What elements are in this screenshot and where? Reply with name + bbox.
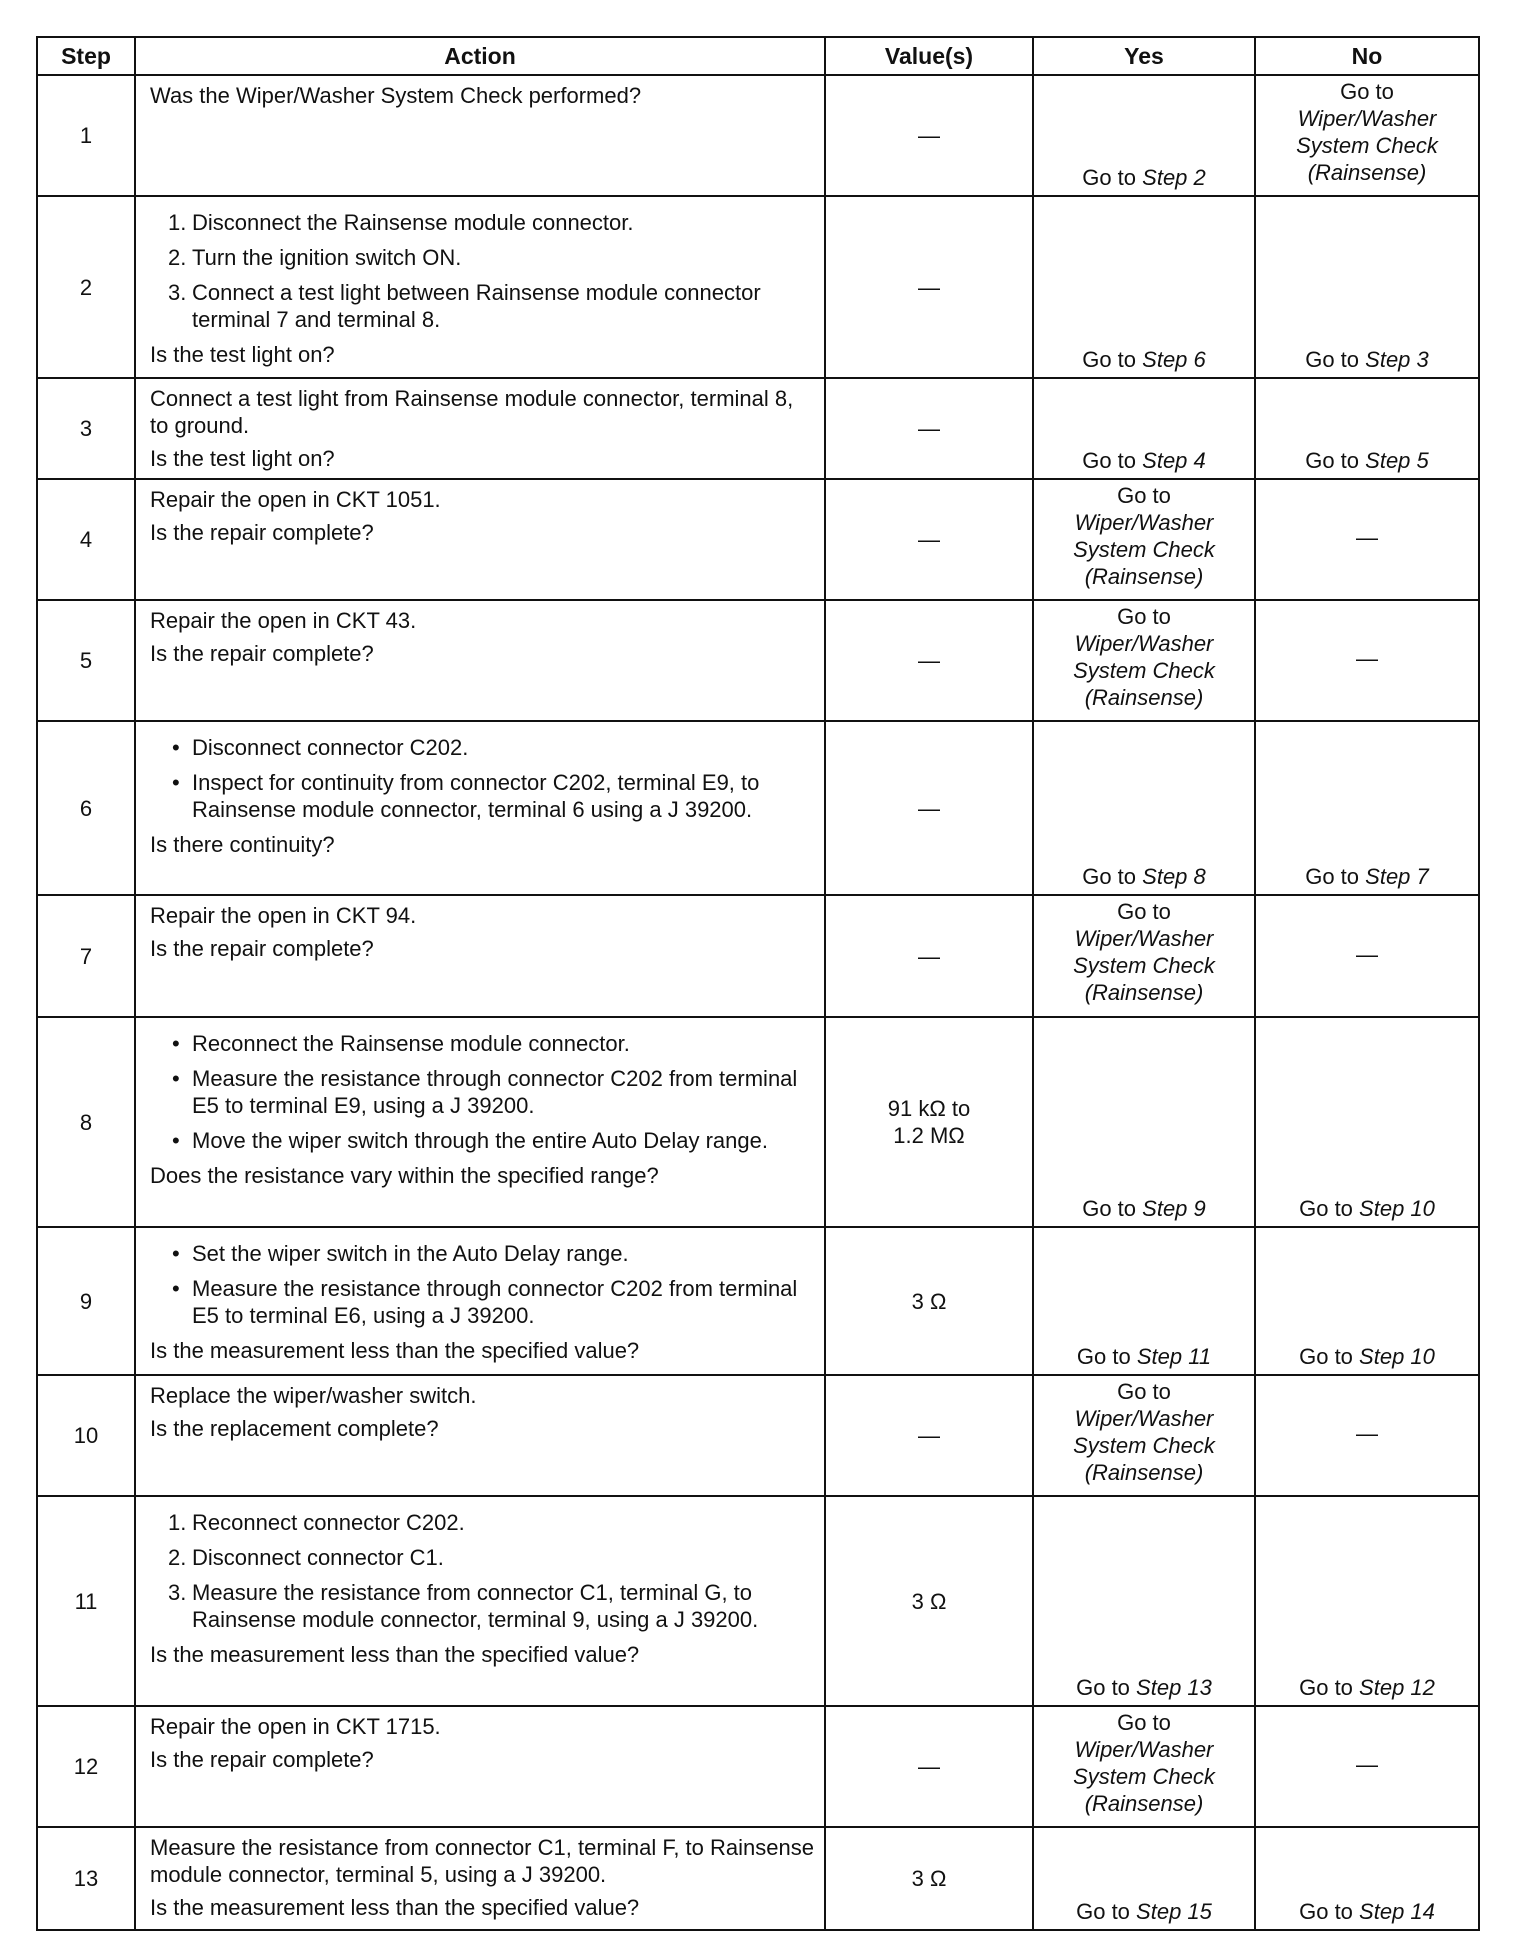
yes-cell: Go to Step 11 xyxy=(1033,1227,1255,1375)
action-cell xyxy=(135,1227,825,1375)
value-cell xyxy=(825,1017,1033,1227)
no-step-ref[interactable]: Step 12 xyxy=(1359,1675,1435,1700)
action-question: Is the test light on? xyxy=(150,342,335,367)
no-cell: — xyxy=(1255,895,1479,1017)
action-cell xyxy=(135,721,825,895)
yes-cell: Go to Step 2 xyxy=(1033,75,1255,196)
yes-step-ref[interactable]: Wiper/Washer System Check (Rainsense) xyxy=(1073,1406,1215,1485)
list-item: • Reconnect the Rainsense module connector. xyxy=(172,1031,630,1056)
yes-step-ref[interactable]: Step 15 xyxy=(1136,1899,1212,1924)
step-number: 6 xyxy=(37,721,135,895)
yes-step-ref[interactable]: Step 9 xyxy=(1142,1196,1206,1221)
no-cell: Go to Step 10 xyxy=(1255,1227,1479,1375)
yes-step-ref[interactable]: Step 13 xyxy=(1136,1675,1212,1700)
yes-step-ref[interactable]: Wiper/Washer System Check (Rainsense) xyxy=(1073,631,1215,710)
action-question: Is the repair complete? xyxy=(150,641,374,666)
value-line: 91 kΩ to xyxy=(887,1096,971,1121)
yes-cell: Go to Wiper/Washer System Check (Rainsense) xyxy=(1033,895,1255,1017)
value-cell: — xyxy=(825,479,1033,600)
list-item: 3. Connect a test light between Rainsense module connector terminal 7 and terminal 8. xyxy=(168,280,761,332)
table-row xyxy=(37,600,1479,721)
action-text: Repair the open in CKT 1051. xyxy=(150,487,441,512)
header-action: Action xyxy=(135,37,825,75)
action-cell xyxy=(135,75,825,196)
action-question: Is there continuity? xyxy=(150,832,335,857)
action-cell xyxy=(135,196,825,378)
action-question: Is the replacement complete? xyxy=(150,1416,439,1441)
yes-cell: Go to Step 13 xyxy=(1033,1496,1255,1706)
action-cell xyxy=(135,895,825,1017)
action-text: Was the Wiper/Washer System Check performed? xyxy=(150,83,642,108)
no-step-ref[interactable]: Step 10 xyxy=(1359,1344,1435,1369)
action-list xyxy=(150,209,814,333)
no-cell: — xyxy=(1255,1375,1479,1496)
value-cell: 3 Ω xyxy=(825,1227,1033,1375)
action-question: Is the repair complete? xyxy=(150,520,374,545)
no-step-ref[interactable]: Step 3 xyxy=(1365,347,1429,372)
list-item: • Set the wiper switch in the Auto Delay range. xyxy=(172,1241,629,1266)
table-row xyxy=(37,196,1479,378)
list-item: 2. Disconnect connector C1. xyxy=(168,1545,444,1570)
step-number: 2 xyxy=(37,196,135,378)
value-line: 1.2 MΩ xyxy=(893,1123,965,1148)
value-cell: — xyxy=(825,378,1033,479)
table-row xyxy=(37,75,1479,196)
list-item: 1. Disconnect the Rainsense module connector. xyxy=(168,210,634,235)
action-text: Replace the wiper/washer switch. xyxy=(150,1383,477,1408)
action-question: Is the measurement less than the specified value? xyxy=(150,1895,640,1920)
no-cell: — xyxy=(1255,1706,1479,1827)
action-list xyxy=(150,1030,814,1154)
action-list xyxy=(150,1509,814,1633)
table-row xyxy=(37,378,1479,479)
list-item: 3. Measure the resistance from connector C1, terminal G, to Rainsense module connector, terminal 9, using a J 39200. xyxy=(168,1580,759,1632)
step-number: 11 xyxy=(37,1496,135,1706)
no-cell: — xyxy=(1255,600,1479,721)
value-cell: 3 Ω xyxy=(825,1496,1033,1706)
value-cell: 3 Ω xyxy=(825,1827,1033,1930)
action-text: Measure the resistance from connector C1, terminal F, to Rainsense module connector, terminal 5, using a J 39200. xyxy=(150,1835,814,1887)
action-cell xyxy=(135,378,825,479)
action-cell xyxy=(135,1375,825,1496)
yes-cell: Go to Step 15 xyxy=(1033,1827,1255,1930)
list-item: • Disconnect connector C202. xyxy=(172,735,469,760)
value-cell: — xyxy=(825,1706,1033,1827)
no-cell: Go to Step 5 xyxy=(1255,378,1479,479)
step-number: 1 xyxy=(37,75,135,196)
action-question: Is the measurement less than the specified value? xyxy=(150,1642,640,1667)
no-cell: Go to Step 7 xyxy=(1255,721,1479,895)
action-cell xyxy=(135,600,825,721)
action-question: Is the repair complete? xyxy=(150,1747,374,1772)
yes-cell: Go to Wiper/Washer System Check (Rainsense) xyxy=(1033,479,1255,600)
no-step-ref[interactable]: Wiper/Washer System Check (Rainsense) xyxy=(1296,106,1438,185)
no-step-ref[interactable]: Step 14 xyxy=(1359,1899,1435,1924)
header-values: Value(s) xyxy=(825,37,1033,75)
table-row xyxy=(37,1227,1479,1375)
header-step: Step xyxy=(37,37,135,75)
list-item: • Measure the resistance through connector C202 from terminal E5 to terminal E9, using a J 39200. xyxy=(172,1066,798,1118)
action-text: Repair the open in CKT 1715. xyxy=(150,1714,441,1739)
action-cell xyxy=(135,1496,825,1706)
action-cell xyxy=(135,1827,825,1930)
table-row xyxy=(37,895,1479,1017)
no-cell: — xyxy=(1255,479,1479,600)
value-cell: — xyxy=(825,721,1033,895)
action-cell xyxy=(135,1706,825,1827)
action-question: Is the test light on? xyxy=(150,446,335,471)
yes-step-ref[interactable]: Step 4 xyxy=(1142,448,1206,473)
yes-step-ref[interactable]: Wiper/Washer System Check (Rainsense) xyxy=(1073,926,1215,1005)
table-row xyxy=(37,1496,1479,1706)
yes-cell: Go to Wiper/Washer System Check (Rainsense) xyxy=(1033,1706,1255,1827)
action-list xyxy=(150,1240,814,1329)
diagnostic-table xyxy=(36,36,1480,1931)
step-number: 12 xyxy=(37,1706,135,1827)
header-row xyxy=(37,37,1479,75)
table-row xyxy=(37,1375,1479,1496)
step-number: 13 xyxy=(37,1827,135,1930)
list-item: • Inspect for continuity from connector C202, terminal E9, to Rainsense module connector, terminal 6 using a J 39200. xyxy=(172,770,760,822)
action-list xyxy=(150,734,814,823)
yes-cell: Go to Wiper/Washer System Check (Rainsense) xyxy=(1033,1375,1255,1496)
table-row xyxy=(37,1827,1479,1930)
no-cell: Go to Step 10 xyxy=(1255,1017,1479,1227)
table-row xyxy=(37,1706,1479,1827)
list-item: • Measure the resistance through connector C202 from terminal E5 to terminal E6, using a J 39200. xyxy=(172,1276,798,1328)
action-question: Is the measurement less than the specified value? xyxy=(150,1338,640,1363)
yes-step-ref[interactable]: Step 11 xyxy=(1136,1344,1212,1369)
action-question: Does the resistance vary within the specified range? xyxy=(150,1163,659,1188)
action-text: Repair the open in CKT 94. xyxy=(150,903,417,928)
yes-cell: Go to Step 8 xyxy=(1033,721,1255,895)
yes-step-ref[interactable]: Step 2 xyxy=(1142,165,1206,190)
no-cell: Go to Step 12 xyxy=(1255,1496,1479,1706)
table-row xyxy=(37,479,1479,600)
table-row xyxy=(37,1017,1479,1227)
value-cell: — xyxy=(825,196,1033,378)
header-no: No xyxy=(1255,37,1479,75)
yes-step-ref[interactable]: Wiper/Washer System Check (Rainsense) xyxy=(1073,1737,1215,1816)
step-number: 10 xyxy=(37,1375,135,1496)
yes-step-ref[interactable]: Step 8 xyxy=(1142,864,1206,889)
action-question: Is the repair complete? xyxy=(150,936,374,961)
step-number: 4 xyxy=(37,479,135,600)
yes-cell: Go to Step 9 xyxy=(1033,1017,1255,1227)
action-cell xyxy=(135,479,825,600)
header-yes: Yes xyxy=(1033,37,1255,75)
yes-step-ref[interactable]: Wiper/Washer System Check (Rainsense) xyxy=(1073,510,1215,589)
list-item: 1. Reconnect connector C202. xyxy=(168,1510,465,1535)
list-item: • Move the wiper switch through the entire Auto Delay range. xyxy=(172,1128,768,1153)
action-cell xyxy=(135,1017,825,1227)
value-cell: — xyxy=(825,75,1033,196)
no-cell: Go to Step 14 xyxy=(1255,1827,1479,1930)
step-number: 9 xyxy=(37,1227,135,1375)
value-cell: — xyxy=(825,1375,1033,1496)
yes-step-ref[interactable]: Step 6 xyxy=(1142,347,1206,372)
value-cell: — xyxy=(825,600,1033,721)
yes-cell: Go to Wiper/Washer System Check (Rainsense) xyxy=(1033,600,1255,721)
action-text: Connect a test light from Rainsense module connector, terminal 8, to ground. xyxy=(150,386,794,438)
no-cell: Go to Wiper/Washer System Check (Rainsense) xyxy=(1255,75,1479,196)
no-step-ref[interactable]: Step 10 xyxy=(1359,1196,1435,1221)
table-row xyxy=(37,721,1479,895)
action-text: Repair the open in CKT 43. xyxy=(150,608,417,633)
list-item: 2. Turn the ignition switch ON. xyxy=(168,245,462,270)
no-step-ref[interactable]: Step 5 xyxy=(1365,448,1429,473)
yes-cell: Go to Step 4 xyxy=(1033,378,1255,479)
step-number: 8 xyxy=(37,1017,135,1227)
step-number: 5 xyxy=(37,600,135,721)
no-cell: Go to Step 3 xyxy=(1255,196,1479,378)
no-step-ref[interactable]: Step 7 xyxy=(1365,864,1429,889)
step-number: 3 xyxy=(37,378,135,479)
value-cell: — xyxy=(825,895,1033,1017)
step-number: 7 xyxy=(37,895,135,1017)
yes-cell: Go to Step 6 xyxy=(1033,196,1255,378)
